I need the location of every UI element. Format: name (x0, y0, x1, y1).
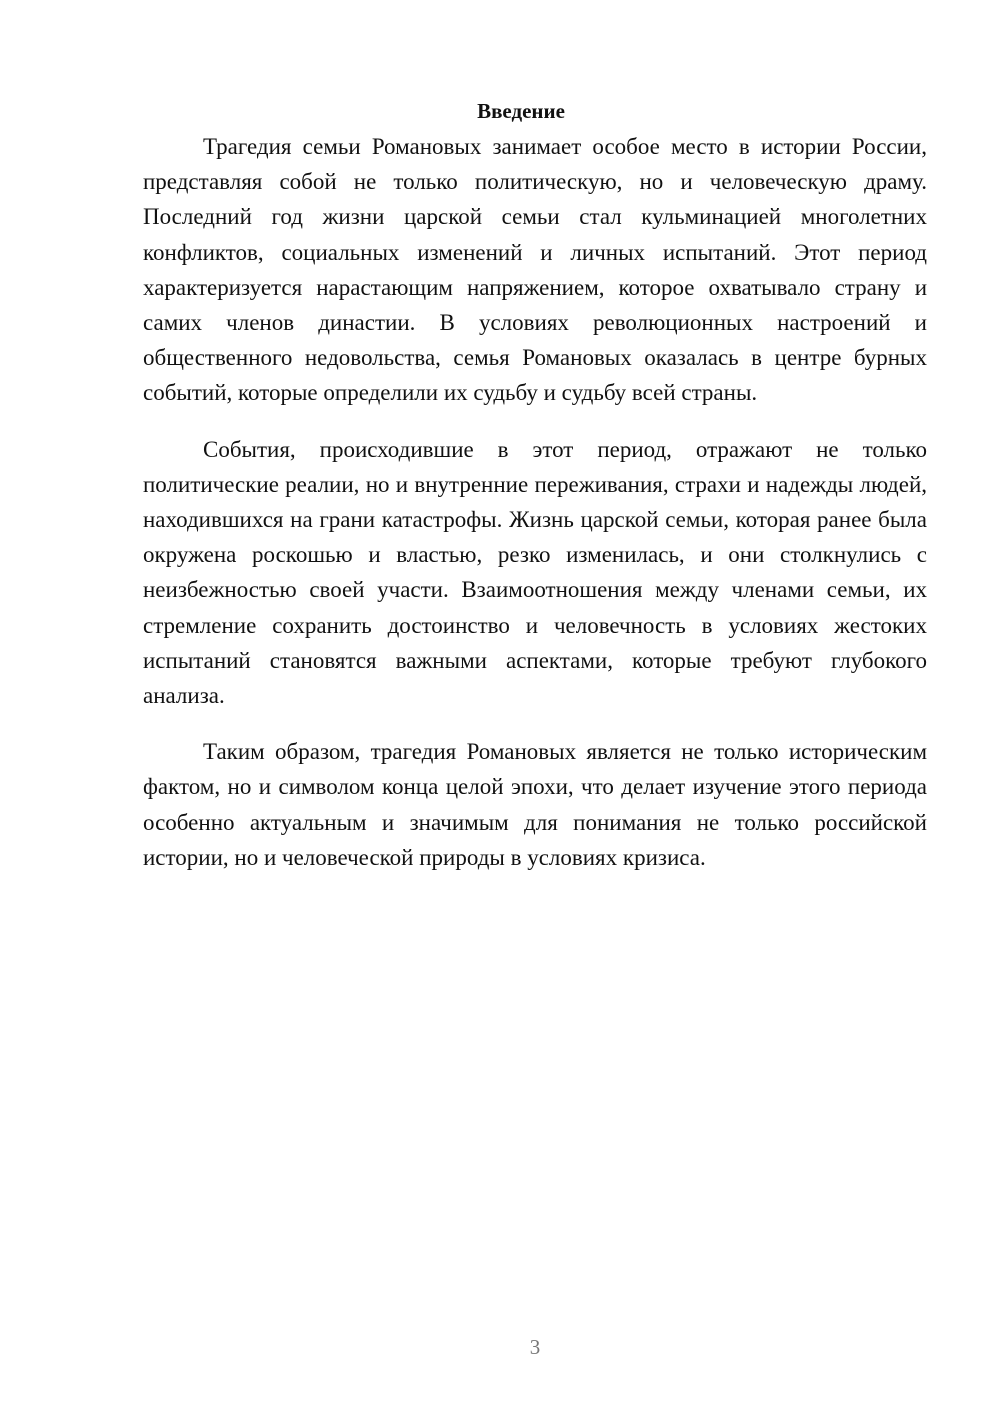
page-number: 3 (529, 1335, 541, 1359)
section-heading: Введение (477, 99, 565, 123)
paragraph-3: Таким образом, трагедия Романовых является не только историческим фактом, но и символом конца целой эпохи, что делает изучение этого периода особенно актуальным и значимым для понимания не только российской истории, но и человеческой природы в условиях кризиса. (143, 739, 927, 870)
page-content (143, 96, 927, 896)
paragraph-1: Трагедия семьи Романовых занимает особое место в истории России, представляя собой не только политическую, но и человеческую драму. Последний год жизни царской семьи стал кульминацией многолетних конфликтов, социальных изменений и личных испытаний. Этот период характеризуется нарастающим напряжением, которое охватывало страну и самих членов династии. В условиях революционных настроений и общественного недовольства, семья Романовых оказалась в центре бурных событий, которые определили их судьбу и судьбу всей страны. (143, 134, 927, 406)
paragraph-2: События, происходившие в этот период, отражают не только политические реалии, но и внутренние переживания, страхи и надежды людей, находившихся на грани катастрофы. Жизнь царской семьи, которая ранее была окружена роскошью и властью, резко изменилась, и они столкнулись с неизбежностью своей участи. Взаимоотношения между членами семьи, их стремление сохранить достоинство и человечность в условиях жестоких испытаний становятся важными аспектами, которые требуют глубокого анализа. (143, 436, 927, 709)
